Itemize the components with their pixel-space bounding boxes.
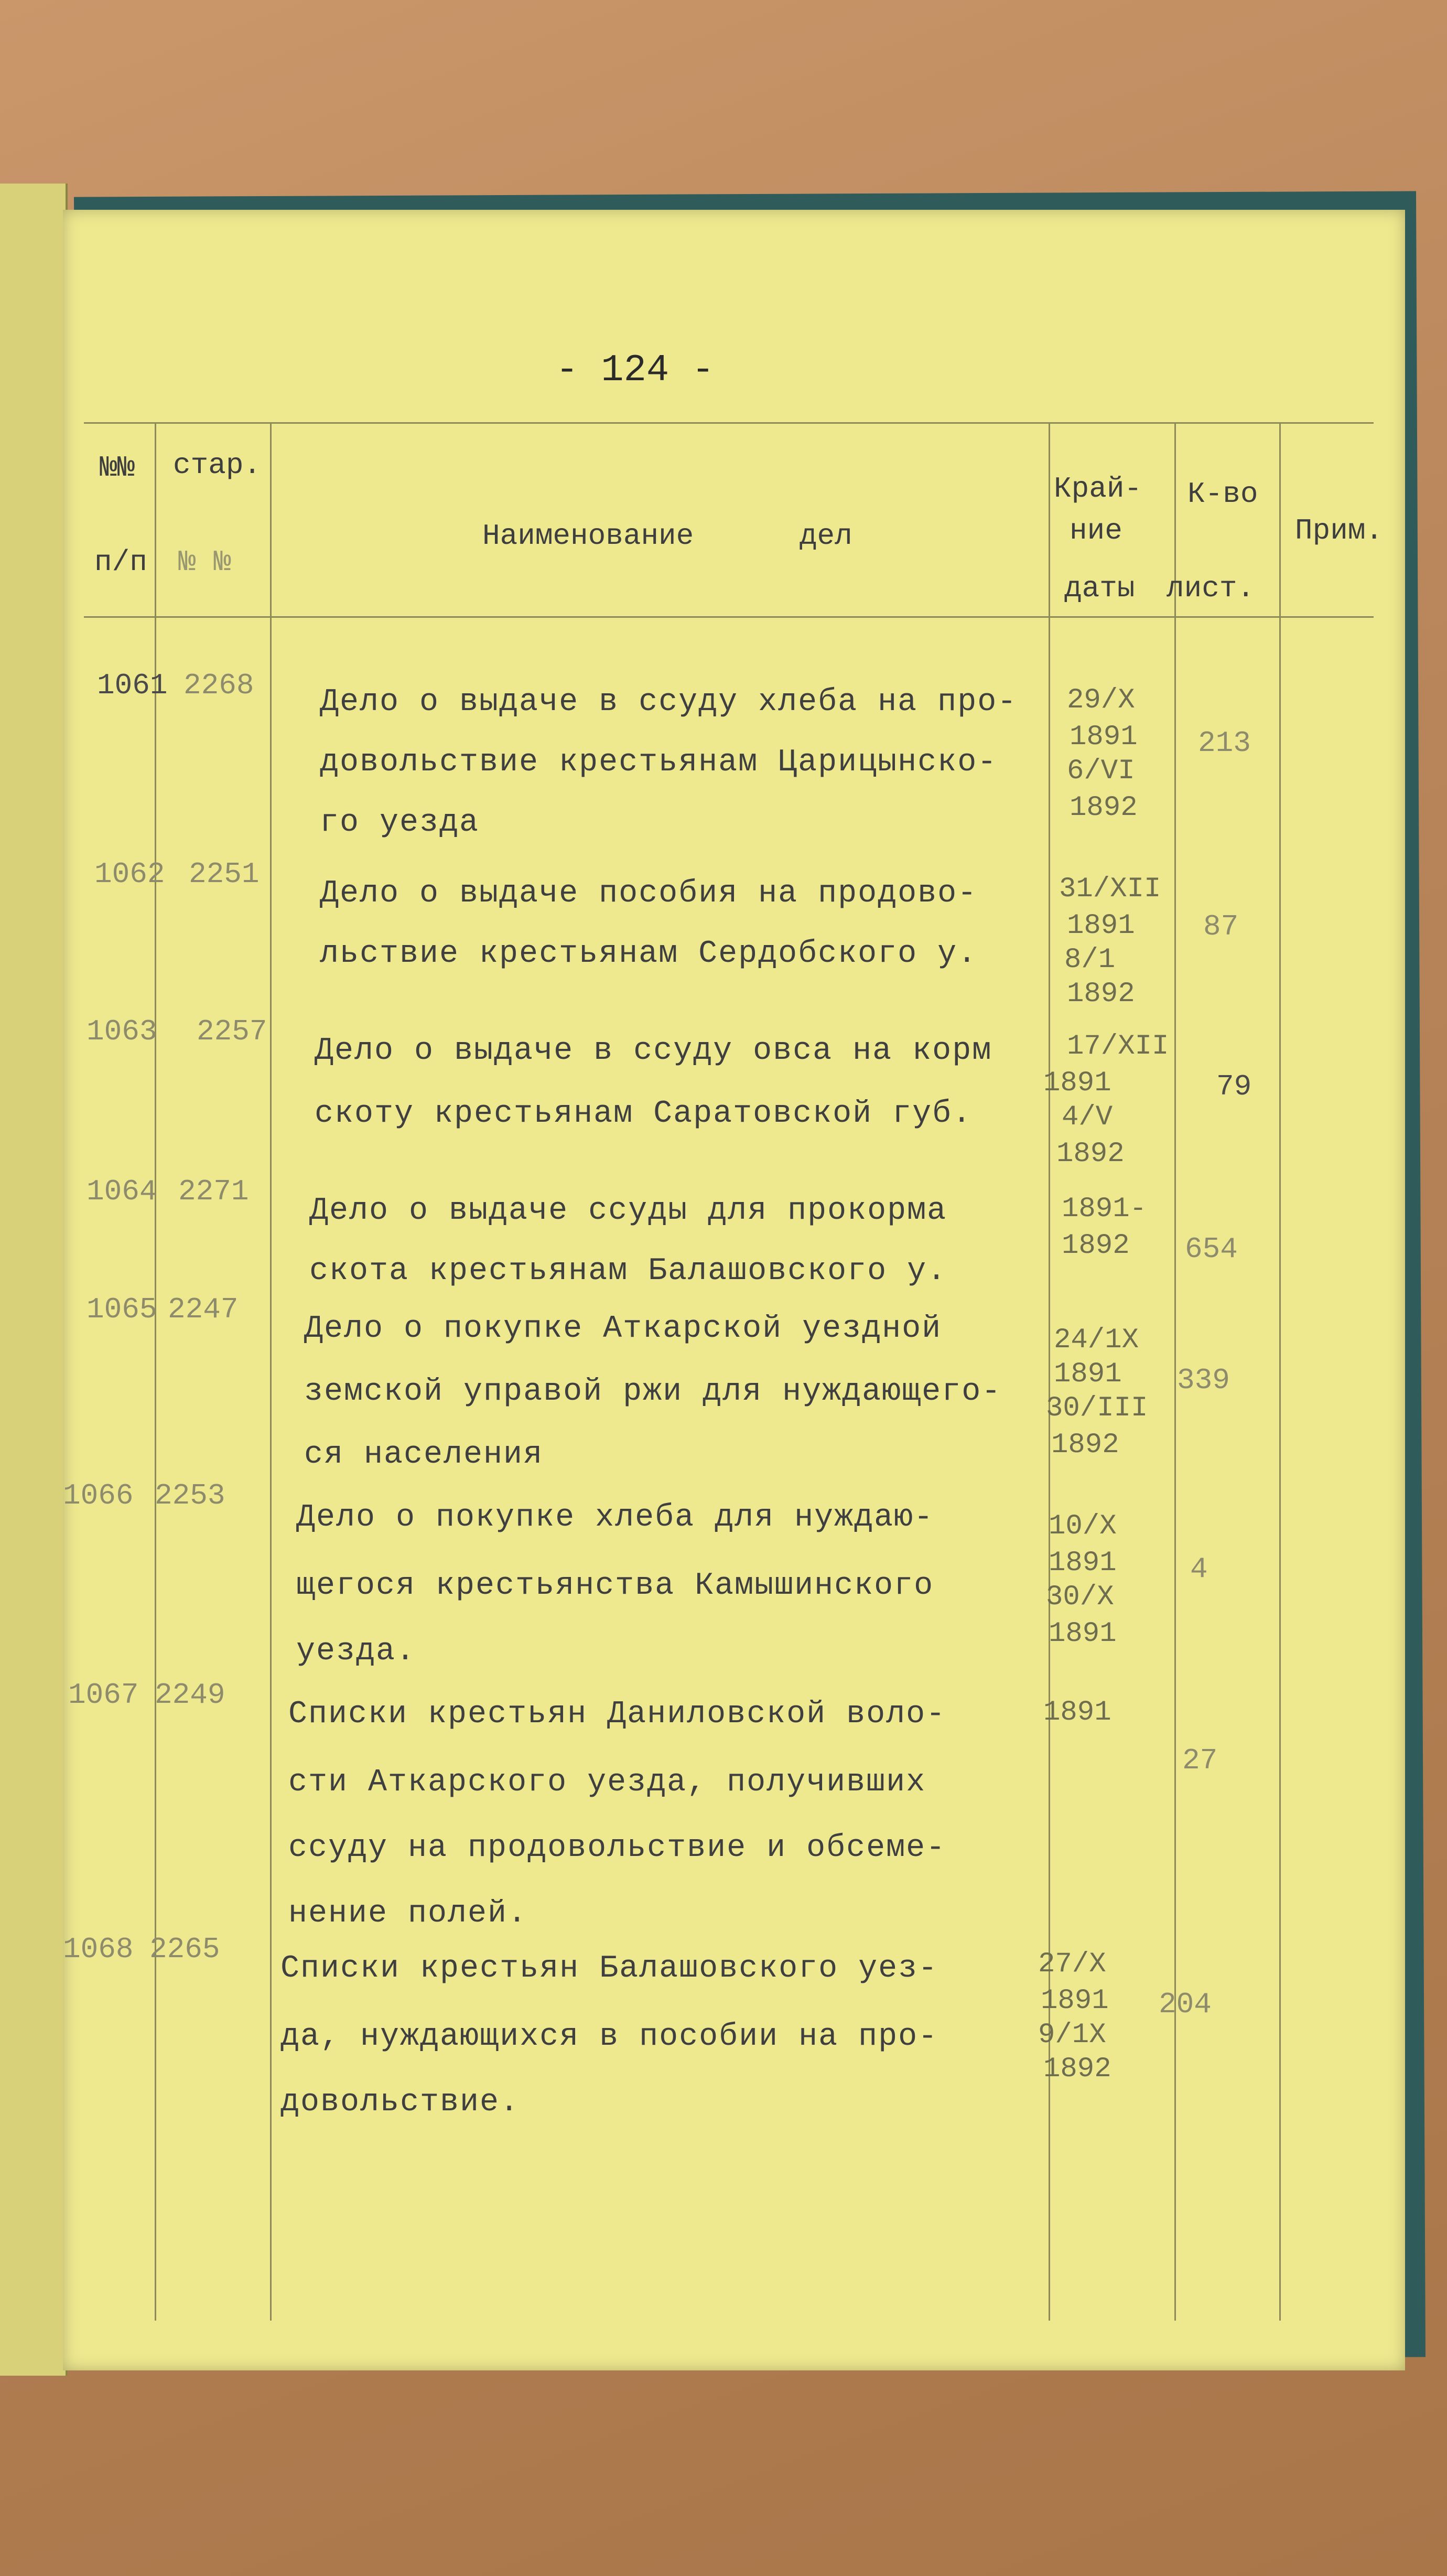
row-1061-old: 2268 bbox=[183, 669, 254, 702]
row-1062-old: 2251 bbox=[189, 857, 260, 891]
row-1067-title-line: нение полей. bbox=[288, 1896, 528, 1931]
row-1063-title-line: скоту крестьянам Саратовской губ. bbox=[315, 1096, 973, 1132]
row-1068-title-line: довольствие. bbox=[280, 2085, 520, 2120]
row-1063-title-line: Дело о выдаче в ссуду овса на корм bbox=[315, 1033, 992, 1069]
row-1068-title-line: да, нуждающихся в пособии на про- bbox=[280, 2019, 938, 2055]
row-1063-date: 1891 bbox=[1043, 1067, 1111, 1099]
col-rule-old bbox=[270, 422, 272, 2321]
row-1064-old: 2271 bbox=[178, 1175, 249, 1208]
document-page bbox=[63, 210, 1405, 2370]
header-num-bottom: п/п bbox=[94, 545, 147, 579]
row-1062-count: 87 bbox=[1203, 910, 1239, 943]
header-dates-3: даты bbox=[1064, 572, 1135, 605]
header-count-2: лист. bbox=[1167, 572, 1255, 605]
header-old-bottom: № № bbox=[178, 545, 231, 579]
row-1061-date: 1892 bbox=[1070, 792, 1138, 824]
row-1065-date: 24/1X bbox=[1054, 1324, 1139, 1356]
row-1063-date: 4/V bbox=[1062, 1101, 1113, 1133]
row-1066-date: 30/X bbox=[1046, 1581, 1114, 1613]
row-1063-date: 17/XII bbox=[1067, 1031, 1169, 1062]
row-1061-count: 213 bbox=[1198, 726, 1251, 760]
row-1065-date: 1892 bbox=[1051, 1429, 1119, 1461]
col-rule-num bbox=[155, 422, 156, 2321]
row-1061-title-line: го уезда bbox=[320, 805, 480, 841]
row-1065-date: 1891 bbox=[1054, 1358, 1122, 1390]
row-1065-date: 30/III bbox=[1046, 1392, 1148, 1424]
row-1061-date: 29/X bbox=[1067, 684, 1135, 716]
row-1068-date: 9/1X bbox=[1038, 2019, 1106, 2051]
row-1066-date: 10/X bbox=[1049, 1510, 1117, 1542]
header-bottom-rule bbox=[84, 616, 1374, 618]
row-1067-count: 27 bbox=[1182, 1744, 1218, 1777]
row-1066-count: 4 bbox=[1190, 1552, 1208, 1586]
header-old-top: стар. bbox=[173, 448, 262, 482]
row-1067-title-line: ссуду на продовольствие и обсеме- bbox=[288, 1830, 946, 1866]
row-1062-date: 1891 bbox=[1067, 910, 1135, 942]
row-1064-title-line: скота крестьянам Балашовского у. bbox=[309, 1253, 947, 1289]
row-1068-title-line: Списки крестьян Балашовского уез- bbox=[280, 1951, 938, 1987]
header-note: Прим. bbox=[1295, 514, 1384, 548]
row-1065-title-line: земской управой ржи для нуждающего- bbox=[304, 1374, 1002, 1410]
row-1066-title-line: щегося крестьянства Камышинского bbox=[296, 1568, 934, 1604]
page-number: - 124 - bbox=[556, 349, 715, 392]
header-top-rule bbox=[84, 422, 1374, 424]
row-1065-count: 339 bbox=[1177, 1364, 1230, 1397]
header-num-top: №№ bbox=[100, 451, 135, 485]
row-1068-date: 27/X bbox=[1038, 1948, 1106, 1980]
row-1067-date: 1891 bbox=[1043, 1697, 1111, 1729]
row-1065-title-line: Дело о покупке Аткарской уездной bbox=[304, 1311, 942, 1347]
row-1061-date: 6/VI bbox=[1067, 755, 1135, 787]
row-1066-title-line: Дело о покупке хлеба для нуждаю- bbox=[296, 1500, 934, 1536]
row-1062-title-line: Дело о выдаче пособия на продово- bbox=[320, 876, 978, 911]
row-1065-title-line: ся населения bbox=[304, 1437, 544, 1473]
row-1061-title-line: довольствие крестьянам Царицынско- bbox=[320, 745, 998, 780]
header-name: Наименование дел bbox=[482, 519, 852, 553]
left-page-edge bbox=[0, 184, 68, 2376]
row-1066-title-line: уезда. bbox=[296, 1634, 416, 1669]
row-1061-date: 1891 bbox=[1070, 721, 1138, 753]
col-rule-count bbox=[1279, 422, 1281, 2321]
row-1068-date: 1892 bbox=[1043, 2053, 1111, 2085]
row-1062-title-line: льствие крестьянам Сердобского у. bbox=[320, 936, 978, 972]
row-1066-date: 1891 bbox=[1049, 1618, 1117, 1650]
row-1068-old: 2265 bbox=[149, 1933, 220, 1966]
row-1063-date: 1892 bbox=[1056, 1138, 1125, 1170]
row-1061-num: 1061 bbox=[97, 669, 168, 702]
row-1063-count: 79 bbox=[1216, 1070, 1252, 1103]
row-1062-date: 1892 bbox=[1067, 978, 1135, 1010]
col-rule-dates bbox=[1174, 422, 1176, 2321]
header-dates-2: ние bbox=[1070, 514, 1122, 548]
row-1067-num: 1067 bbox=[68, 1678, 139, 1712]
row-1066-old: 2253 bbox=[155, 1479, 225, 1512]
row-1064-count: 654 bbox=[1185, 1232, 1238, 1266]
row-1061-title-line: Дело о выдаче в ссуду хлеба на про- bbox=[320, 684, 1018, 720]
row-1062-date: 31/XII bbox=[1059, 873, 1161, 905]
header-dates-1: Край- bbox=[1054, 472, 1142, 506]
row-1064-date: 1891- bbox=[1062, 1193, 1147, 1225]
row-1066-date: 1891 bbox=[1049, 1547, 1117, 1579]
row-1067-title-line: Списки крестьян Даниловской воло- bbox=[288, 1697, 946, 1732]
row-1067-title-line: сти Аткарского уезда, получивших bbox=[288, 1765, 926, 1800]
row-1062-num: 1062 bbox=[94, 857, 165, 891]
header-count-1: К-во bbox=[1187, 477, 1258, 511]
row-1068-num: 1068 bbox=[63, 1933, 134, 1966]
row-1062-date: 8/1 bbox=[1064, 944, 1116, 976]
row-1068-count: 204 bbox=[1159, 1988, 1212, 2021]
row-1065-num: 1065 bbox=[87, 1293, 157, 1326]
row-1067-old: 2249 bbox=[155, 1678, 225, 1712]
row-1065-old: 2247 bbox=[168, 1293, 239, 1326]
row-1064-date: 1892 bbox=[1062, 1230, 1130, 1262]
row-1068-date: 1891 bbox=[1041, 1985, 1109, 2017]
row-1064-title-line: Дело о выдаче ссуды для прокорма bbox=[309, 1193, 947, 1229]
row-1063-old: 2257 bbox=[197, 1015, 267, 1048]
row-1064-num: 1064 bbox=[87, 1175, 157, 1208]
row-1063-num: 1063 bbox=[87, 1015, 157, 1048]
row-1066-num: 1066 bbox=[63, 1479, 134, 1512]
